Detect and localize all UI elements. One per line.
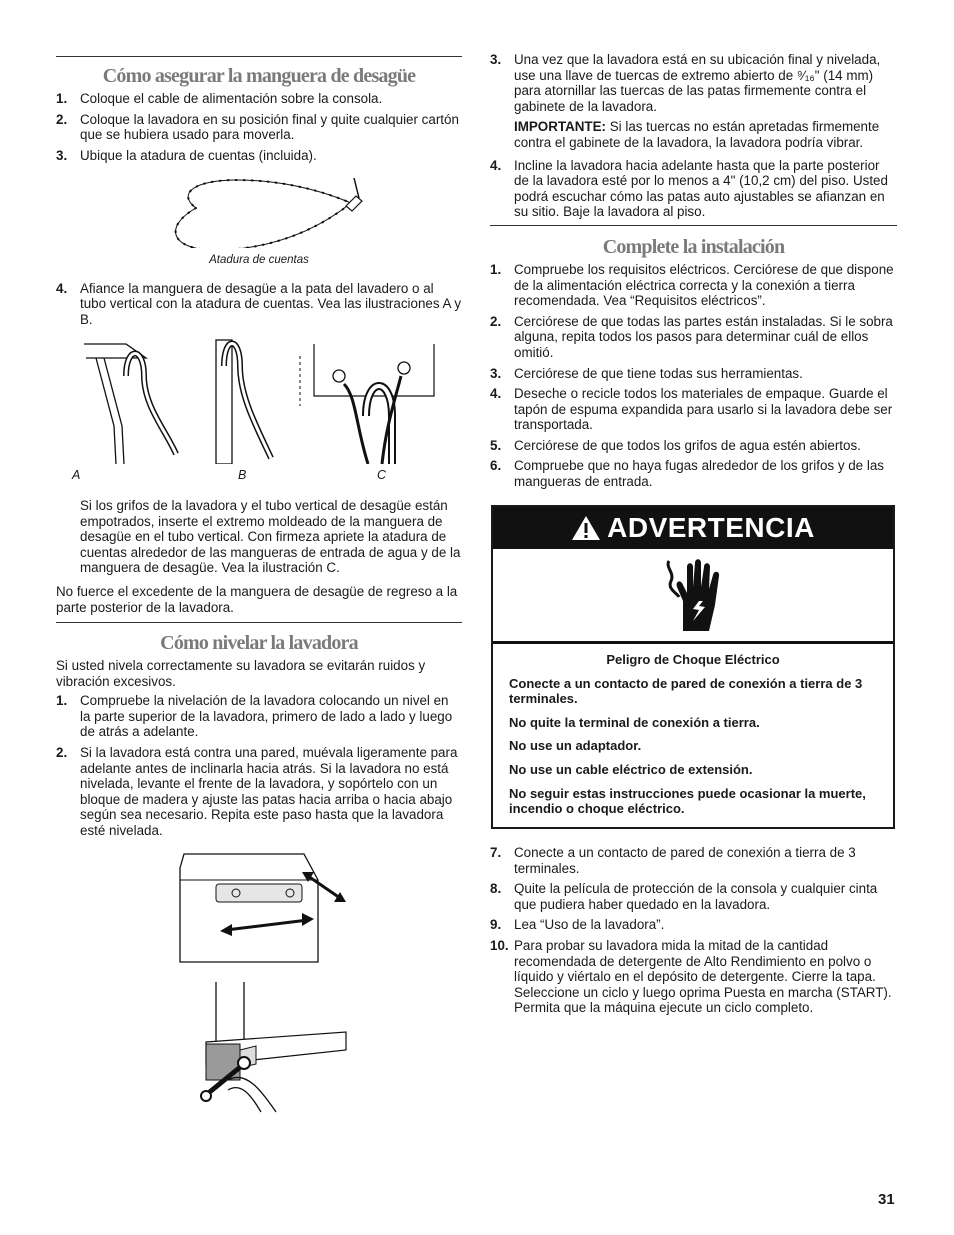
list-item: 9. Lea “Uso de la lavadora”. xyxy=(490,917,665,933)
figure-labels xyxy=(56,468,462,484)
fraction: ⁹⁄₁₆ xyxy=(796,67,815,83)
final-steps-column xyxy=(490,845,897,1021)
list-item: 3. Una vez que la lavadora está en su ubicación final y nivelada, use una llave de tuercas de extremo abierto de ⁹⁄₁₆" (14 mm) para atornillar las tuercas de las patas firmemente contra el gabinete de la lavadora. IMPORTANTE: Si las tuercas no están apretadas firmemente contra el gabinete de la lavadora, la lavadora podría vibrar. xyxy=(490,52,897,151)
list-item: 6. Compruebe que no haya fugas alrededor de los grifos y de las mangueras de entrada. xyxy=(490,458,884,490)
list-item: 3. Ubique la atadura de cuentas (incluida). xyxy=(56,147,317,163)
page-number: 31 xyxy=(878,1191,895,1208)
right-column xyxy=(490,52,897,495)
important-note: IMPORTANTE: Si las tuercas no están apretadas firmemente contra el gabinete de la lavadora, la lavadora podría vibrar. xyxy=(514,119,880,150)
list-item: 4. Deseche o recicle todos los materiales de empaque. Guarde el tapón de espuma expandida para usarlo si la lavadora debe ser transportada. xyxy=(490,386,893,433)
drain-hose-step-4 xyxy=(56,281,462,328)
list-item: 2. Coloque la lavadora en su posición final y quite cualquier cartón que se hubiera usado para moverla. xyxy=(56,111,459,143)
section-divider xyxy=(490,225,897,226)
warning-line: No quite la terminal de conexión a tierra. xyxy=(509,714,760,730)
drain-hose-steps xyxy=(56,91,462,163)
list-item: 7. Conecte a un contacto de pared de conexión a tierra de 3 terminales. xyxy=(490,845,856,876)
section-heading-drain-hose: Cómo asegurar la manguera de desagüe xyxy=(102,65,416,87)
warning-line: No seguir estas instrucciones puede ocasionar la muerte, incendio o choque eléctrico. xyxy=(509,785,866,817)
section-heading-complete-installation: Complete la instalación xyxy=(602,235,785,258)
list-item: 4. Incline la lavadora hacia adelante hasta que la parte posterior de la lavadora esté por lo menos a 4" (10,2 cm) del piso. Usted podrá escuchar cómo las patas auto ajustables se afianzan en su sitio. Baje la lavadora al piso. xyxy=(490,157,888,220)
hose-illustrations-abc xyxy=(56,336,462,464)
final-steps xyxy=(490,845,897,1016)
figure-label-b: B xyxy=(238,467,247,482)
warning-line: No use un cable eléctrico de extensión. xyxy=(509,761,753,777)
excess-hose-note: No fuerce el excedente de la manguera de desagüe de regreso a la parte posterior de la lavadora. xyxy=(56,583,458,615)
list-item: 5. Cerciórese de que todos los grifos de agua estén abiertos. xyxy=(490,437,861,453)
leveling-intro: Si usted nivela correctamente su lavadora se evitarán ruidos y vibración excesivos. xyxy=(56,658,426,689)
leveling-steps xyxy=(56,693,462,838)
section-divider xyxy=(56,56,462,57)
list-item: 3. Cerciórese de que tiene todas sus herramientas. xyxy=(490,365,803,381)
list-item: 10. Para probar su lavadora mida la mitad de la cantidad recomendada de detergente de Alto Rendimiento en polvo o líquido y viértalo en el depósito de detergente. Cierre la tapa. Seleccione un ciclo y luego oprima Puesta en marcha (START). Permita que la máquina ejecute un ciclo completo. xyxy=(490,937,892,1016)
figure-caption: Atadura de cuentas xyxy=(209,253,309,266)
complete-installation-steps xyxy=(490,262,897,490)
warning-subtitle: Peligro de Choque Eléctrico xyxy=(606,652,780,667)
warning-line: Conecte a un contacto de pared de conexión a tierra de 3 terminales. xyxy=(509,675,863,707)
left-column xyxy=(56,56,462,1118)
section-divider xyxy=(56,622,462,623)
shock-hazard-icon-area xyxy=(493,549,893,644)
list-item: 1. Compruebe la nivelación de la lavadora colocando un nivel en la parte superior de la lavadora, primero de lado a lado y luego de atrás a adelante. xyxy=(56,693,453,740)
recessed-faucets-note: Si los grifos de la lavadora y el tubo vertical de desagüe están empotrados, inserte el extremo moldeado de la manguera de desagüe en el tubo vertical. Con firmeza apriete la atadura de cuentas alrededor de las mangueras de entrada de agua y de la manguera de desagüe. Vea la ilustración C. xyxy=(80,497,461,576)
warning-line: No use un adaptador. xyxy=(509,738,642,754)
section-heading-leveling: Cómo nivelar la lavadora xyxy=(160,632,358,655)
leveling-steps-continued xyxy=(490,52,897,220)
warning-box xyxy=(491,505,895,829)
list-item: 1. Compruebe los requisitos eléctricos. Cerciórese de que dispone de la alimentación eléctrica correcta y la conexión a tierra recomendada. Vea “Requisitos eléctricos”. xyxy=(490,261,894,309)
electric-shock-hand-icon xyxy=(663,557,723,633)
leveling-illustration xyxy=(56,850,462,1115)
warning-title: ADVERTENCIA xyxy=(493,507,893,549)
list-item: 4. Afiance la manguera de desagüe a la pata del lavadero o al tubo vertical con la atadura de cuentas. Vea las ilustraciones A y B. xyxy=(56,280,462,327)
list-item: 8. Quite la película de protección de la consola y cualquier cinta que pudiera haber quedado en la lavadora. xyxy=(490,881,878,912)
warning-body xyxy=(493,644,893,817)
list-item: 2. Cerciórese de que todas las partes están instaladas. Si le sobra alguna, repita todos los pasos para determinar cuál de ellos omitió. xyxy=(490,313,893,360)
figure-label-a: A xyxy=(72,467,81,482)
list-item: 1. Coloque el cable de alimentación sobre la consola. xyxy=(56,91,383,106)
warning-triangle-icon xyxy=(571,515,601,541)
figure-label-c: C xyxy=(377,467,387,482)
list-item: 2. Si la lavadora está contra una pared, muévala ligeramente para adelante antes de inclinarla hacia atrás. Si la lavadora no está nivelada, levante el frente de la lavadora, y sopórtelo con un bloque de madera y ajuste las patas hacia arriba o hacia abajo según sea necesario. Repita este paso hasta que la lavadora esté nivelada. xyxy=(56,745,458,839)
bead-tie-illustration xyxy=(56,168,462,248)
